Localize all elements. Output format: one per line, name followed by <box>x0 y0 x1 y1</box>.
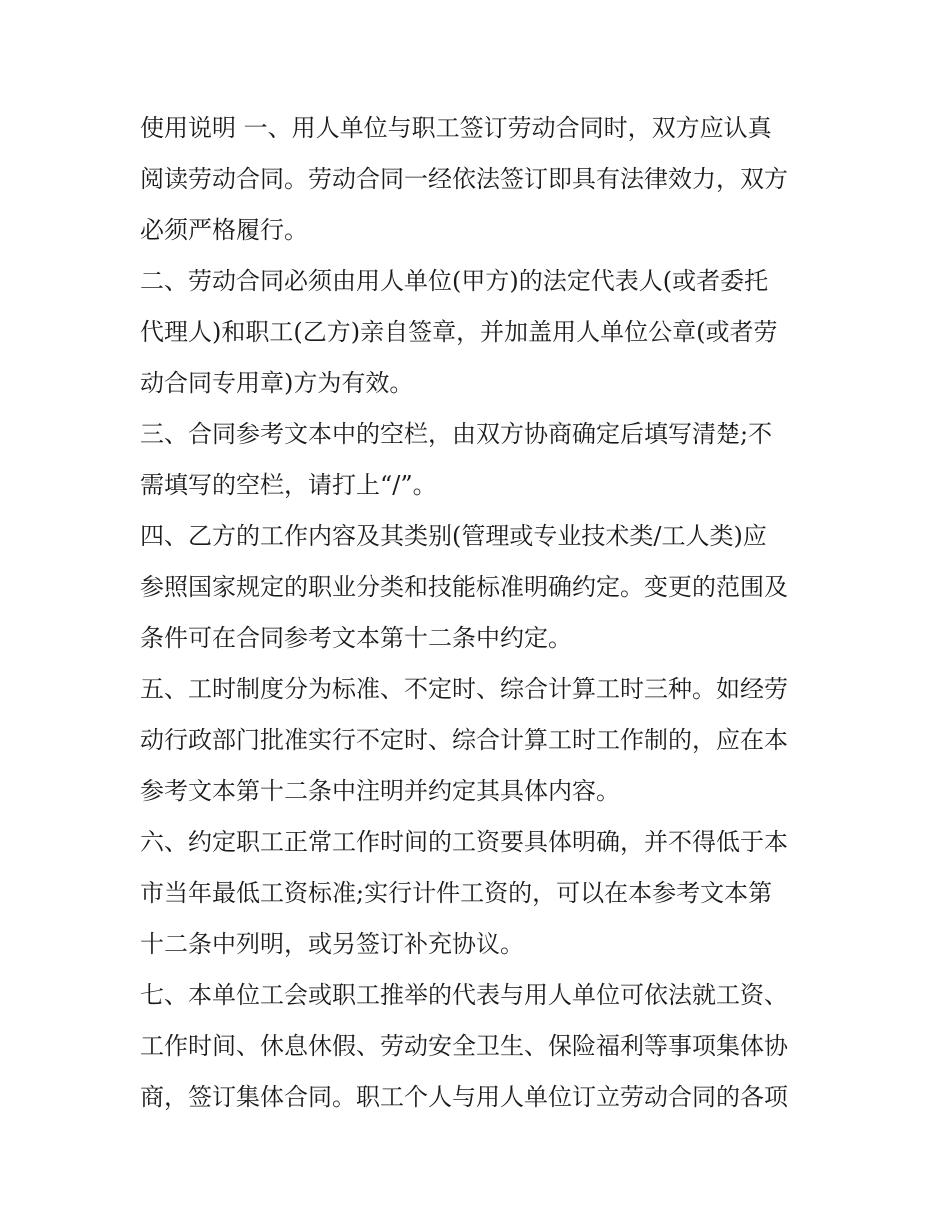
text-line: 十二条中列明，或另签订补充协议。 <box>140 930 524 958</box>
text-line: 需填写的空栏，请打上“/”。 <box>140 471 437 499</box>
text-line: 必须严格履行。 <box>140 216 308 244</box>
text-line: 市当年最低工资标准;实行计件工资的，可以在本参考文本第 <box>140 879 773 907</box>
text-line: 参考文本第十二条中注明并约定其具体内容。 <box>140 777 620 805</box>
text-line: 动行政部门批准实行不定时、综合计算工时工作制的，应在本 <box>140 726 788 754</box>
text-line: 工作时间、休息休假、劳动安全卫生、保险福利等事项集体协 <box>140 1032 788 1060</box>
text-line: 阅读劳动合同。劳动合同一经依法签订即具有法律效力，双方 <box>140 165 788 193</box>
text-line: 商，签订集体合同。职工个人与用人单位订立劳动合同的各项 <box>140 1083 788 1111</box>
text-line: 六、约定职工正常工作时间的工资要具体明确，并不得低于本 <box>140 828 788 856</box>
text-line: 二、劳动合同必须由用人单位(甲方)的法定代表人(或者委托 <box>140 267 769 295</box>
text-line: 七、本单位工会或职工推举的代表与用人单位可依法就工资、 <box>140 981 788 1009</box>
text-line: 代理人)和职工(乙方)亲自签章，并加盖用人单位公章(或者劳 <box>140 318 778 346</box>
text-line: 动合同专用章)方为有效。 <box>140 369 414 397</box>
text-line: 条件可在合同参考文本第十二条中约定。 <box>140 624 572 652</box>
text-line: 三、合同参考文本中的空栏，由双方协商确定后填写清楚;不 <box>140 420 773 448</box>
document-body <box>140 103 820 1123</box>
text-line: 五、工时制度分为标准、不定时、综合计算工时三种。如经劳 <box>140 675 788 703</box>
text-line: 四、乙方的工作内容及其类别(管理或专业技术类/工人类)应 <box>140 522 767 550</box>
text-line: 使用说明 一、用人单位与职工签订劳动合同时，双方应认真 <box>140 114 772 142</box>
text-line: 参照国家规定的职业分类和技能标准明确约定。变更的范围及 <box>140 573 788 601</box>
